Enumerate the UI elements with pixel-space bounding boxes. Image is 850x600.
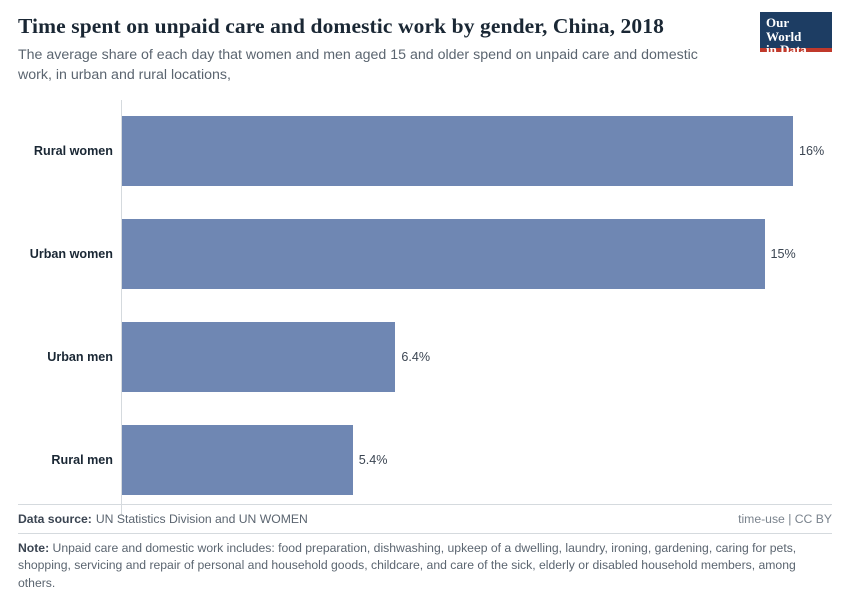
page-title: Time spent on unpaid care and domestic work by gender, China, 2018 [18, 14, 664, 38]
note-text: Unpaid care and domestic work includes: food preparation, dishwashing, upkeep of a dwelling, laundry, ironing, gardening, caring for pets, shopping, servicing and repair of personal and household goods, childcare, and care of the sick, elderly or disabled household members, among others. [18, 541, 797, 590]
bar-category-label: Urban women [29, 247, 113, 262]
bar-rural-women[interactable] [122, 116, 793, 186]
logo-line-2: in Data [766, 42, 807, 58]
bar-urban-women[interactable] [122, 219, 765, 289]
source-line [18, 512, 832, 526]
bar-value-label: 16% [798, 144, 825, 159]
bar-category-label: Rural men [51, 453, 113, 468]
our-world-in-data-logo[interactable] [760, 12, 832, 58]
bar-value-label: 15% [770, 247, 796, 262]
bar-category-label: Urban men [47, 350, 113, 365]
bar-rural-men[interactable] [122, 425, 353, 495]
footer-divider [18, 504, 832, 505]
bar-urban-men[interactable] [122, 322, 395, 392]
data-source [18, 512, 308, 526]
bar-row[interactable] [47, 306, 832, 409]
chart-area [18, 100, 832, 520]
chart-note [18, 540, 832, 592]
chart-header [18, 14, 832, 86]
note-label: Note: [18, 541, 50, 556]
bar-row[interactable] [33, 100, 832, 203]
note-divider [18, 533, 832, 534]
bar-value-label: 5.4% [358, 453, 388, 468]
bar-chart-plot [29, 100, 832, 515]
bar-row[interactable] [51, 409, 832, 512]
bar-value-label: 6.4% [401, 350, 431, 365]
bar-row[interactable] [29, 203, 832, 306]
logo-line-1: Our World [766, 15, 802, 44]
data-source-text: UN Statistics Division and UN WOMEN [95, 512, 308, 527]
chart-footer [18, 504, 832, 592]
chart-subtitle: The average share of each day that women and men aged 15 and older spend on unpaid care and domestic work, in urban and rural locations, [18, 46, 698, 84]
data-source-label: Data source: [18, 512, 92, 527]
bar-category-label: Rural women [33, 144, 113, 159]
license-attribution[interactable]: time-use | CC BY [738, 512, 832, 527]
